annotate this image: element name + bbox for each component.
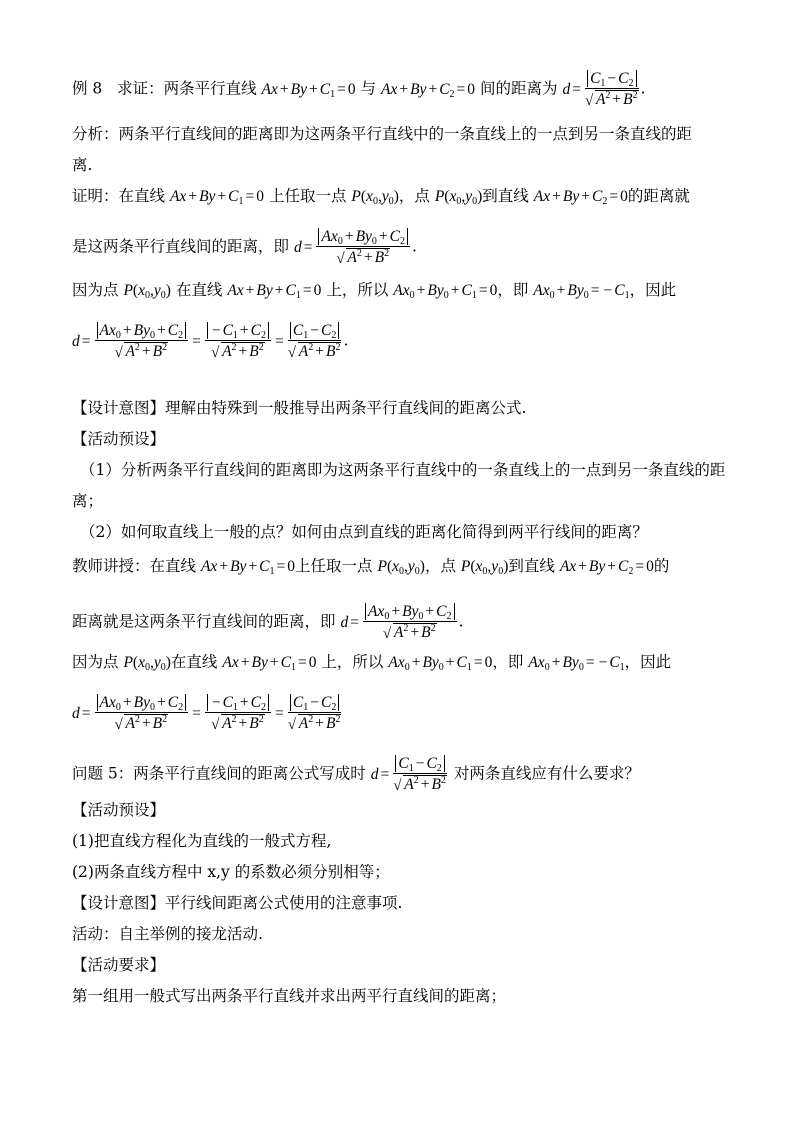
design-intent-2: 【设计意图】平行线间距离公式使用的注意事项. — [72, 894, 403, 912]
activity-requirement: 【活动要求】 — [72, 956, 166, 974]
teacher-point-p-3: $P(x_0,y_0)$ — [123, 654, 171, 673]
teacher-text-a: 教师讲授：在直线 — [72, 557, 197, 575]
proof-text-c: ，点 — [398, 187, 430, 205]
proof-eq2: $Ax + By + C_2 = 0$ — [533, 188, 628, 207]
teacher-final-formula: d = $Ax_0 + By_0 + C_2$ √ $A^2 + B^2$ = − $C_1 + C_2$ √ $A^2 + B^2$ = $C_1 - C_2$ √ $A^2 + B^2$ — [72, 694, 341, 733]
activity-preset-2: 【活动预设】 — [72, 801, 166, 819]
teacher-text-f: 距离就是这两条平行直线间的距离，即 — [72, 612, 336, 631]
distance-formula: d = $C_1 - C_2$ √ $A^2 + B^2$ — [562, 70, 638, 109]
proof-text-d: 到直线 — [482, 187, 529, 205]
proof-eq1: $Ax + By + C_1 = 0$ — [169, 188, 265, 207]
teacher-line-2: 距离就是这两条平行直线间的距离，即 d = $Ax_0 + By_0 + C_2$ √ $A^2 + B^2$ . — [72, 603, 464, 642]
prove-text: 求证：两条平行直线 — [117, 79, 257, 98]
proof-text-k: ，因此 — [629, 281, 677, 299]
distance-text: 间的距离为 — [479, 79, 558, 98]
teacher-text-h: 在直线 — [170, 653, 218, 671]
proof-text-e: 的距离就 — [627, 187, 690, 205]
proof-text-j: ，即 — [497, 281, 529, 299]
proof-text-b: 上任取一点 — [268, 187, 347, 205]
proof-eq5: $Ax_0 + By_0$ = − $C_1$ — [533, 282, 630, 301]
teacher-line-4 — [72, 694, 343, 734]
activity2-item-1: (1)把直线方程化为直线的一般式方程, — [72, 832, 332, 850]
proof-eq4: $Ax_0 + By_0 + C_1 = 0$ — [393, 282, 498, 301]
question-5 — [72, 755, 640, 795]
question-5-formula: d = $C_1 - C_2$ √ $A^2 + B^2$ — [370, 755, 446, 794]
point-p-2: $P(x_0,y_0)$ — [434, 188, 483, 207]
line2-equation: $Ax + By + C_2 = 0$ — [380, 80, 476, 100]
teacher-text-b: 上任取一点 — [295, 557, 373, 575]
and-text: 与 — [360, 79, 377, 98]
activity-item-1b: 离； — [72, 492, 104, 510]
point-p-3: $P(x_0,y_0)$ — [123, 282, 171, 301]
teacher-line-1 — [72, 556, 669, 577]
proof-text-f: 是这两条平行直线间的距离，即 — [72, 237, 290, 256]
question-5-text-b: 对两条直线应有什么要求？ — [453, 764, 640, 783]
proof-line-3 — [72, 280, 676, 301]
analysis-line-1: 分析：两条平行直线间的距离即为这两条平行直线中的一条直线上的一点到另一条直线的距 — [72, 125, 693, 143]
proof-text-i: 上，所以 — [326, 281, 389, 299]
proof-distance-formula: d = $Ax_0 + By_0 + C_2$ √ $A^2 + B^2$ — [294, 239, 412, 256]
example-label: 例 8 — [72, 79, 103, 98]
proof-line-4: d = $Ax_0 + By_0 + C_2$ √ $A^2 + B^2$ = − $C_1 + C_2$ √ $A^2 + B^2$ = $C_1 - C_2$ √ $A^2 + B^2$ . — [72, 322, 349, 361]
teacher-text-i: 上，所以 — [321, 653, 384, 671]
teacher-eq1: $Ax + By + C_1 = 0$ — [200, 558, 296, 577]
teacher-text-j: ，即 — [492, 653, 524, 671]
activity-line: 活动：自主举例的接龙活动. — [72, 925, 263, 943]
teacher-text-e: 的 — [653, 557, 670, 575]
teacher-text-d: 到直线 — [508, 557, 555, 575]
teacher-point-p: $P(x_0,y_0)$ — [377, 558, 425, 577]
point-p: $P(x_0,y_0)$ — [351, 188, 399, 207]
teacher-eq2: $Ax + By + C_2 = 0$ — [559, 558, 654, 577]
teacher-line-3 — [72, 652, 671, 673]
design-intent-1: 【设计意图】理解由特殊到一般推导出两条平行直线间的距离公式. — [72, 399, 527, 417]
teacher-point-p-2: $P(x_0,y_0)$ — [460, 558, 509, 577]
teacher-text-g: 因为点 — [72, 653, 119, 671]
proof-final-formula: d = $Ax_0 + By_0 + C_2$ √ $A^2 + B^2$ = − $C_1 + C_2$ √ $A^2 + B^2$ = $C_1 - C_2$ √ $A^2 + B^2$ — [72, 322, 341, 361]
teacher-distance-formula: d = $Ax_0 + By_0 + C_2$ √ $A^2 + B^2$ — [340, 614, 458, 631]
proof-text-g: 因为点 — [72, 281, 119, 299]
activity-item-2: （2）如何取直线上一般的点？如何由点到直线的距离化简得到两平行线间的距离？ — [80, 523, 648, 541]
teacher-text-k: ，因此 — [624, 653, 672, 671]
proof-eq3: $Ax + By + C_1 = 0$ — [227, 282, 322, 301]
question-5-text-a: 问题 5：两条平行直线间的距离公式写成时 — [72, 764, 366, 783]
activity2-item-2: (2)两条直线方程中 x,y 的系数必须分别相等； — [72, 863, 390, 881]
teacher-eq4: $Ax_0 + By_0 + C_1 = 0$ — [388, 654, 493, 673]
proof-text-h: 在直线 — [175, 281, 223, 299]
analysis-line-2: 离. — [72, 156, 93, 174]
proof-line-2: 是这两条平行直线间的距离，即 d = $Ax_0 + By_0 + C_2$ √ $A^2 + B^2$ . — [72, 228, 417, 267]
line1-equation: $Ax + By + C_1 = 0$ — [261, 80, 356, 100]
teacher-eq3: $Ax + By + C_1 = 0$ — [222, 654, 317, 673]
teacher-eq5: $Ax_0 + By_0$ = − $C_1$ — [528, 654, 625, 673]
proof-line-1 — [72, 186, 690, 207]
group-1-task: 第一组用一般式写出两条平行直线并求出两平行直线间的距离； — [72, 987, 507, 1005]
proof-text-a: 证明：在直线 — [72, 187, 166, 205]
teacher-text-c: ，点 — [424, 557, 456, 575]
activity-item-1a: （1）分析两条平行直线间的距离即为这两条平行直线中的一条直线上的一点到另一条直线的距 — [80, 461, 726, 479]
example-8-line: 例 8 求证：两条平行直线 $Ax + By + C_1 = 0$ 与 $Ax + By + C_2 = 0$ 间的距离为 d = $C_1 - C_2$ √ $A^2 + B^2$ . — [72, 70, 646, 109]
activity-preset-1: 【活动预设】 — [72, 430, 166, 448]
